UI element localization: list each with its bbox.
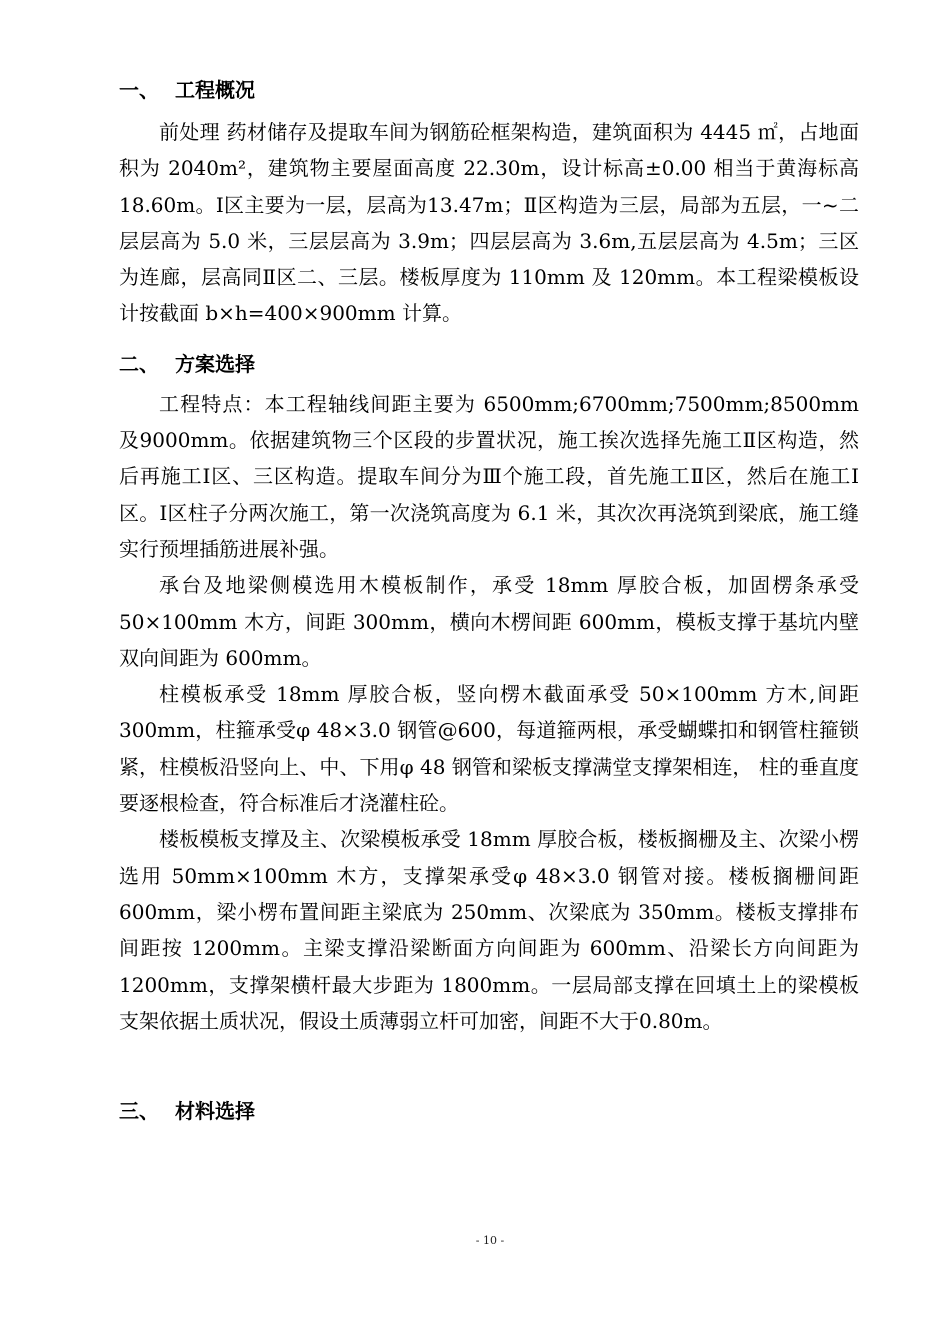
paragraph-foundation-formwork: 承台及地梁侧模选用木模板制作，承受 18mm 厚胶合板，加固楞条承受50×100mm 木方，间距 300mm，横向木楞间距 600mm，模板支撑于基坑内壁双向间距为 600mm。 <box>119 573 859 670</box>
paragraph-slab-beam-formwork: 楼板模板支撑及主、次梁模板承受 18mm 厚胶合板，楼板搁栅及主、次梁小楞选用 50mm×100mm 木方，支撑架承受φ 48×3.0 钢管对接。楼板搁栅间距 600mm，梁小楞布置间距主梁底为 250mm、次梁底为 350mm。楼板支撑排布间距按 1200mm。主梁支撑沿梁断面方向间距为 600mm、沿梁长方向间距为 1200mm，支撑架横杆最大步距为 1800mm。一层局部支撑在回填土上的梁模板支架依据土质状况，假设土质薄弱立杆可加密，间距不大于0.80m。 <box>119 827 859 1033</box>
section-number: 二、 <box>119 351 159 376</box>
section-title: 工程概况 <box>175 78 255 102</box>
section-heading-materials <box>119 1091 859 1131</box>
section-number: 一、 <box>119 78 159 102</box>
paragraph-project-features: 工程特点：本工程轴线间距主要为 6500mm;6700mm;7500mm;8500mm 及9000mm。依据建筑物三个区段的步置状况，施工挨次选择先施工Ⅱ区构造，然后再施工Ⅰ区、三区构造。提取车间分为Ⅲ个施工段，首先施工Ⅱ区，然后在施工Ⅰ区。Ⅰ区柱子分两次施工，第一次浇筑高度为 6.1 米，其次次再浇筑到梁底，施工缝实行预埋插筋进展补强。 <box>119 391 859 561</box>
paragraph-column-formwork: 柱模板承受 18mm 厚胶合板，竖向楞木截面承受 50×100mm 方木,间距 300mm，柱箍承受φ 48×3.0 钢管@600，每道箍两根，承受蝴蝶扣和钢管柱箍锁紧，柱模板沿竖向上、中、下用φ 48 钢管和梁板支撑满堂支撑架相连， 柱的垂直度要逐根检查，符合标准后才浇灌柱砼。 <box>119 682 859 816</box>
page-number: - 10 - <box>475 1234 505 1247</box>
section-heading-scheme <box>119 344 859 384</box>
section-title: 材料选择 <box>175 1099 255 1124</box>
section-number: 三、 <box>119 1099 159 1124</box>
document-page <box>119 70 859 1131</box>
section-heading-overview <box>119 70 859 110</box>
section-title: 方案选择 <box>175 351 255 376</box>
paragraph-overview: 前处理 药材储存及提取车间为钢筋砼框架构造，建筑面积为 4445 ㎡，占地面积为 2040m²，建筑物主要屋面高度 22.30m，设计标高±0.00 相当于黄海标高 18.60m。Ⅰ区主要为一层，层高为13.47m；Ⅱ区构造为三层，局部为五层，一~二层层高为 5.0 米，三层层高为 3.9m；四层层高为 3.6m,五层层高为 4.5m；三区为连廊，层高同Ⅱ区二、三层。楼板厚度为 110mm 及 120mm。本工程梁模板设计按截面 b×h=400×900mm 计算。 <box>119 120 859 326</box>
